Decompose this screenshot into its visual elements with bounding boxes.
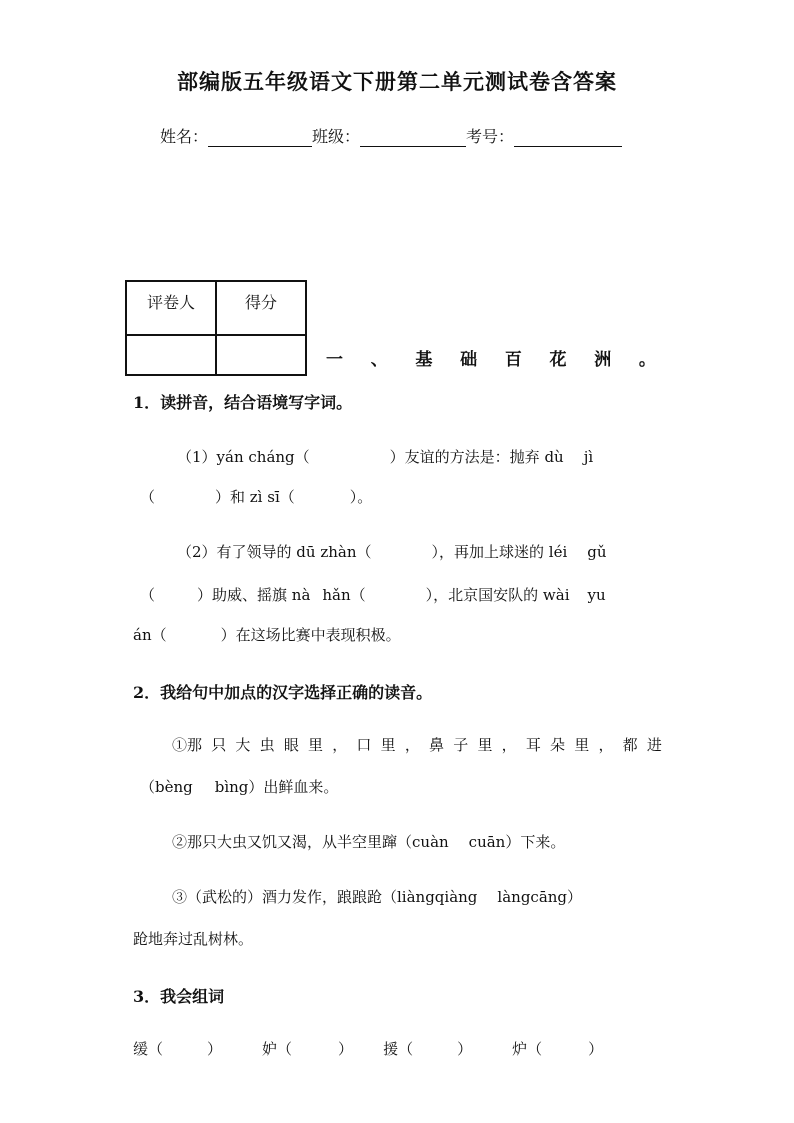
q2-char: 口 bbox=[356, 736, 372, 754]
q2-char: ①那 bbox=[172, 736, 203, 754]
q1-line-3 bbox=[177, 541, 607, 562]
q1-text: án（ bbox=[133, 626, 167, 644]
q2-line-1 bbox=[172, 734, 662, 755]
q2-line-2 bbox=[140, 776, 338, 797]
q3-char: 缓（ bbox=[133, 1040, 164, 1058]
q3-char: 妒（ bbox=[262, 1040, 293, 1058]
section-char: 、 bbox=[370, 350, 388, 370]
q1-line-2 bbox=[140, 486, 372, 507]
q2-text: ②那只大虫又饥又渴，从半空里蹿（cuàn bbox=[172, 833, 449, 851]
q2-char: ， bbox=[501, 736, 517, 754]
score-header: 得分 bbox=[216, 281, 306, 335]
q2-char: 朵 bbox=[550, 736, 566, 754]
q2-line-4 bbox=[172, 886, 582, 907]
q1-text: ）友谊的方法是：抛弃 dù bbox=[389, 448, 564, 466]
q1-text: jì bbox=[583, 448, 594, 466]
q1-text: ），北京国安队的 wài bbox=[425, 586, 570, 604]
q3-paren: ） bbox=[588, 1040, 604, 1058]
q2-char: 子 bbox=[453, 736, 469, 754]
class-label: 班级： bbox=[312, 127, 361, 146]
section-char: 。 bbox=[638, 350, 656, 370]
score-cell[interactable] bbox=[216, 335, 306, 375]
q2-char: 里 bbox=[380, 736, 396, 754]
q3-paren: ） bbox=[338, 1040, 354, 1058]
class-blank[interactable] bbox=[360, 128, 466, 147]
q1-line-1 bbox=[177, 446, 593, 467]
q1-text: ）。 bbox=[349, 488, 373, 506]
q2-char: ， bbox=[332, 736, 348, 754]
question-3-title: 3．我会组词 bbox=[133, 987, 225, 1006]
q2-text: bìng）出鲜血来。 bbox=[214, 778, 339, 796]
q3-paren: ） bbox=[457, 1040, 473, 1058]
q2-text: cuān）下来。 bbox=[468, 833, 566, 851]
reviewer-cell[interactable] bbox=[126, 335, 216, 375]
q1-text: ）和 zì sī（ bbox=[215, 488, 295, 506]
q2-text: ③（武松的）酒力发作，踉踉跄（liàngqiàng bbox=[172, 888, 478, 906]
q2-char: 都 bbox=[622, 736, 638, 754]
name-blank[interactable] bbox=[208, 128, 312, 147]
exam-no-label: 考号： bbox=[466, 127, 515, 146]
q1-text: ），再加上球迷的 léi bbox=[431, 543, 568, 561]
q2-char: 进 bbox=[646, 736, 662, 754]
section-char: 一 bbox=[326, 350, 343, 370]
q2-line-3 bbox=[172, 831, 565, 852]
student-info-line bbox=[160, 124, 622, 147]
q2-text: làngcāng） bbox=[497, 888, 583, 906]
q1-text: gǔ bbox=[587, 543, 607, 561]
q1-text: ）助威、摇旗 nà bbox=[197, 586, 311, 604]
question-2-title: 2．我给句中加点的汉字选择正确的读音。 bbox=[133, 683, 433, 702]
q2-text: （bèng bbox=[140, 778, 193, 796]
q3-char: 炉（ bbox=[512, 1040, 543, 1058]
q2-char: 里 bbox=[574, 736, 590, 754]
page-title: 部编版五年级语文下册第二单元测试卷含答案 bbox=[177, 69, 617, 94]
q2-char: 鼻 bbox=[429, 736, 445, 754]
q1-text: （2）有了领导的 dū zhàn（ bbox=[177, 543, 372, 561]
section-char: 洲 bbox=[594, 350, 612, 370]
name-label: 姓名： bbox=[160, 127, 209, 146]
section-char: 百 bbox=[504, 350, 522, 370]
q3-paren: ） bbox=[207, 1040, 223, 1058]
q2-char: 虫 bbox=[259, 736, 275, 754]
score-table bbox=[125, 280, 307, 376]
q3-word-items bbox=[133, 1038, 603, 1059]
exam-no-blank[interactable] bbox=[514, 128, 622, 147]
section-char: 础 bbox=[460, 350, 478, 370]
q2-char: 只 bbox=[211, 736, 227, 754]
q1-text: （1）yán cháng（ bbox=[177, 448, 310, 466]
q1-text: yu bbox=[587, 586, 606, 604]
q2-char: ， bbox=[404, 736, 420, 754]
q1-text: hǎn（ bbox=[322, 586, 366, 604]
q2-char: ， bbox=[598, 736, 614, 754]
q2-char: 里 bbox=[308, 736, 324, 754]
section-char: 花 bbox=[549, 350, 567, 370]
q2-char: 里 bbox=[477, 736, 493, 754]
q1-line-5 bbox=[133, 624, 401, 645]
q1-text: ）在这场比赛中表现积极。 bbox=[220, 626, 401, 644]
section-one-title bbox=[326, 345, 656, 370]
q2-char: 大 bbox=[235, 736, 251, 754]
q1-text: （ bbox=[140, 488, 156, 506]
section-char: 基 bbox=[415, 350, 433, 370]
q2-line-5: 跄地奔过乱树林。 bbox=[133, 930, 254, 948]
q1-line-4 bbox=[140, 584, 606, 605]
q1-text: （ bbox=[140, 586, 156, 604]
q2-char: 眼 bbox=[283, 736, 299, 754]
question-1-title: 1．读拼音，结合语境写字词。 bbox=[133, 393, 353, 412]
reviewer-header: 评卷人 bbox=[126, 281, 216, 335]
q2-char: 耳 bbox=[525, 736, 541, 754]
q3-char: 援（ bbox=[383, 1040, 414, 1058]
